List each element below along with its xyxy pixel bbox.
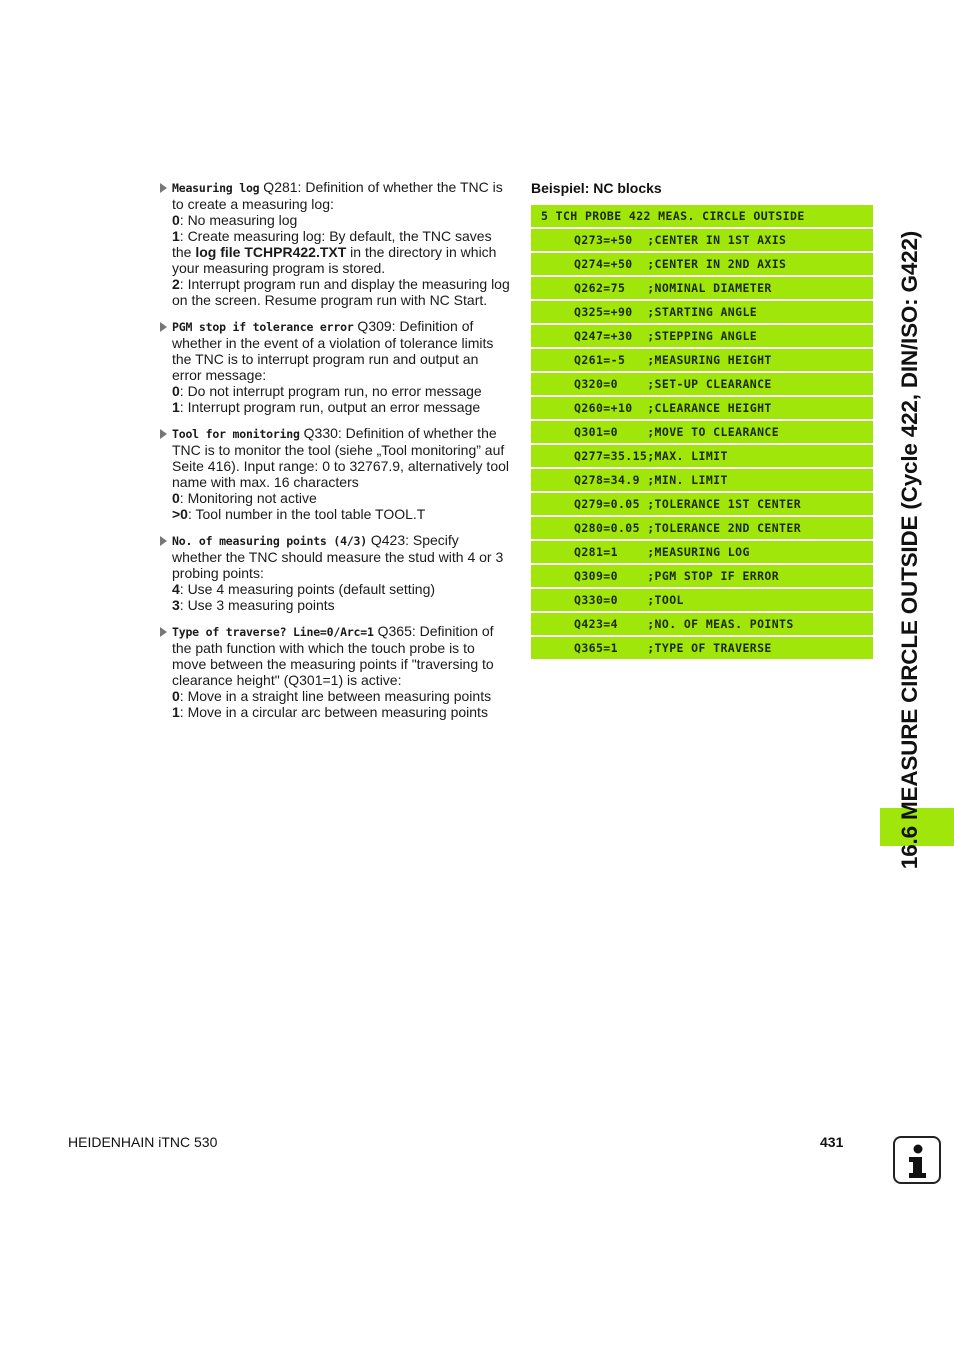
- nc-line: Q330=0 ;TOOL: [531, 589, 873, 611]
- triangle-bullet-icon: [160, 183, 167, 193]
- triangle-bullet-icon: [160, 627, 167, 637]
- page-number: 431: [820, 1134, 844, 1150]
- param-intro: Q330: Definition of whether the TNC is to monitor the tool (siehe „Tool monitoring” auf Seite 416). Input range: 0 to 32767.9, alternatively tool name with max. 16 characters: [172, 425, 510, 490]
- nc-line: Q320=0 ;SET-UP CLEARANCE: [531, 373, 873, 395]
- param-type-of-traverse: [158, 623, 510, 720]
- nc-line: Q277=35.15;MAX. LIMIT: [531, 445, 873, 467]
- nc-line: Q279=0.05 ;TOLERANCE 1ST CENTER: [531, 493, 873, 515]
- option-line: 3: Use 3 measuring points: [172, 597, 335, 613]
- param-intro: Q423: Specify whether the TNC should measure the stud with 4 or 3 probing points:: [172, 532, 504, 581]
- nc-line: Q280=0.05 ;TOLERANCE 2ND CENTER: [531, 517, 873, 539]
- param-name: Type of traverse? Line=0/Arc=1: [172, 625, 374, 639]
- option-line: 1: Create measuring log: By default, the TNC saves the log file TCHPR422.TXT in the directory in which your measuring program is stored.: [172, 228, 497, 276]
- nc-line: Q273=+50 ;CENTER IN 1ST AXIS: [531, 229, 873, 251]
- param-intro: Q309: Definition of whether in the event of a violation of tolerance limits the TNC is to interrupt program run and output an error message:: [172, 318, 494, 383]
- nc-line: Q301=0 ;MOVE TO CLEARANCE: [531, 421, 873, 443]
- triangle-bullet-icon: [160, 322, 167, 332]
- option-line: 2: Interrupt program run and display the measuring log on the screen. Resume program run with NC Start.: [172, 276, 510, 308]
- option-line: 0: Do not interrupt program run, no error message: [172, 383, 482, 399]
- param-pgm-stop: [158, 318, 510, 415]
- nc-line: Q325=+90 ;STARTING ANGLE: [531, 301, 873, 323]
- option-line: 0: No measuring log: [172, 212, 298, 228]
- param-intro: Q365: Definition of the path function with which the touch probe is to move between the measuring points if "traversing to clearance height" (Q301=1) is active:: [172, 623, 494, 688]
- param-tool-monitoring: [158, 425, 510, 522]
- option-line: 1: Interrupt program run, output an error message: [172, 399, 481, 415]
- nc-line: Q309=0 ;PGM STOP IF ERROR: [531, 565, 873, 587]
- nc-line: Q274=+50 ;CENTER IN 2ND AXIS: [531, 253, 873, 275]
- nc-line: Q278=34.9 ;MIN. LIMIT: [531, 469, 873, 491]
- option-line: 1: Move in a circular arc between measuring points: [172, 704, 488, 720]
- nc-line: Q365=1 ;TYPE OF TRAVERSE: [531, 637, 873, 659]
- nc-line: Q247=+30 ;STEPPING ANGLE: [531, 325, 873, 347]
- parameter-list: [158, 179, 510, 730]
- footer-brand: HEIDENHAIN iTNC 530: [68, 1134, 218, 1150]
- option-line: >0: Tool number in the tool table TOOL.T: [172, 506, 426, 522]
- info-icon: [893, 1136, 941, 1184]
- log-file-name: log file TCHPR422.TXT: [195, 244, 347, 260]
- param-name: Measuring log: [172, 181, 260, 195]
- param-measuring-points: [158, 532, 510, 613]
- triangle-bullet-icon: [160, 429, 167, 439]
- nc-line: Q281=1 ;MEASURING LOG: [531, 541, 873, 563]
- nc-line: 5 TCH PROBE 422 MEAS. CIRCLE OUTSIDE: [531, 205, 873, 227]
- option-line: 4: Use 4 measuring points (default setting): [172, 581, 436, 597]
- nc-block-listing: [531, 205, 873, 661]
- option-line: 0: Monitoring not active: [172, 490, 317, 506]
- nc-line: Q423=4 ;NO. OF MEAS. POINTS: [531, 613, 873, 635]
- param-name: No. of measuring points (4/3): [172, 534, 367, 548]
- option-line: 0: Move in a straight line between measuring points: [172, 688, 492, 704]
- nc-line: Q262=75 ;NOMINAL DIAMETER: [531, 277, 873, 299]
- param-measuring-log: [158, 179, 510, 308]
- example-title: Beispiel: NC blocks: [531, 180, 662, 196]
- nc-line: Q261=-5 ;MEASURING HEIGHT: [531, 349, 873, 371]
- nc-line: Q260=+10 ;CLEARANCE HEIGHT: [531, 397, 873, 419]
- triangle-bullet-icon: [160, 536, 167, 546]
- param-name: Tool for monitoring: [172, 427, 300, 441]
- param-name: PGM stop if tolerance error: [172, 320, 354, 334]
- param-intro: Q281: Definition of whether the TNC is to create a measuring log:: [172, 179, 503, 212]
